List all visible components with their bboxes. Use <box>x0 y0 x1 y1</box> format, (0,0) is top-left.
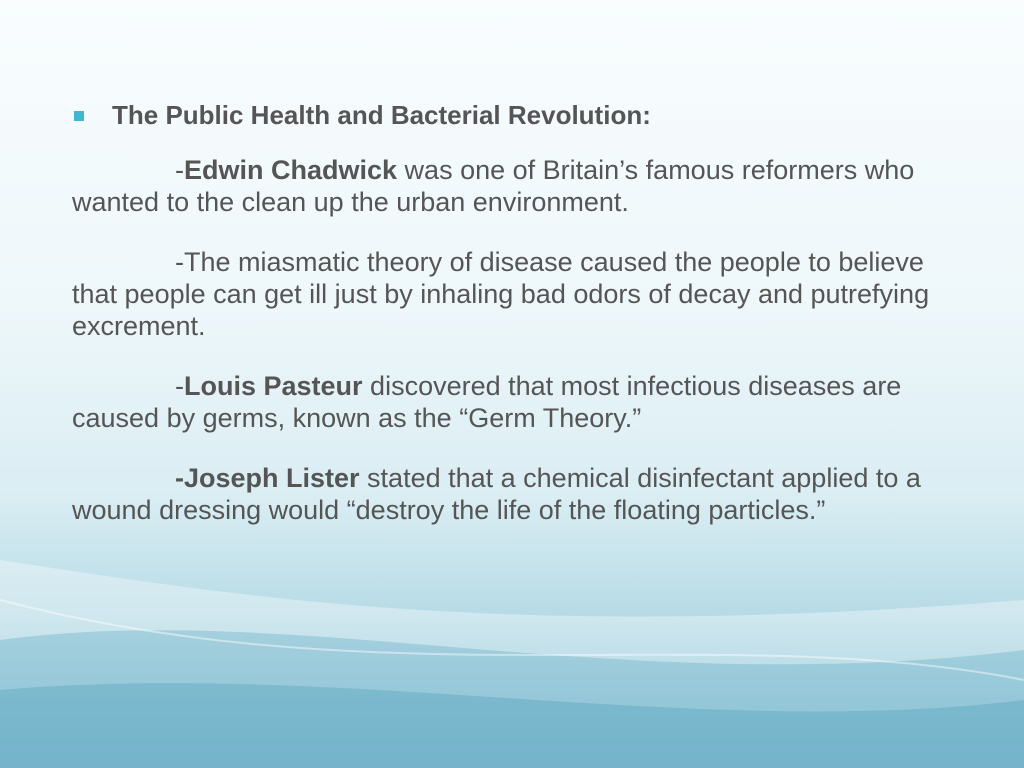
paragraph-bold-name: Louis Pasteur <box>184 371 363 401</box>
paragraph-miasmatic <box>72 246 952 342</box>
paragraph-text: stated that a chemical disinfectant applied to a wound dressing would “destroy the life of the floating particles.” <box>72 463 921 525</box>
paragraph-pasteur <box>72 370 952 434</box>
paragraph-bold-name: Edwin Chadwick <box>184 155 398 185</box>
paragraph-bold-name: -Joseph Lister <box>175 463 360 493</box>
slide-heading: The Public Health and Bacterial Revolution: <box>112 100 651 130</box>
square-bullet-icon <box>74 111 84 121</box>
paragraph-chadwick <box>72 154 952 218</box>
paragraph-text: discovered that most infectious diseases are caused by germs, known as the “Germ Theory.” <box>72 371 902 433</box>
heading-row <box>72 98 952 132</box>
slide-body <box>72 98 952 554</box>
paragraph-lister <box>72 462 952 526</box>
paragraph-prefix: - <box>175 371 184 401</box>
paragraph-text: was one of Britain’s famous reformers who wanted to the clean up the urban environment. <box>72 155 915 217</box>
paragraph-prefix: -The miasmatic theory of disease caused the people to believe that people can get ill just by inhaling bad odors of decay and putrefying excrement. <box>72 247 930 341</box>
paragraph-prefix: - <box>175 155 184 185</box>
